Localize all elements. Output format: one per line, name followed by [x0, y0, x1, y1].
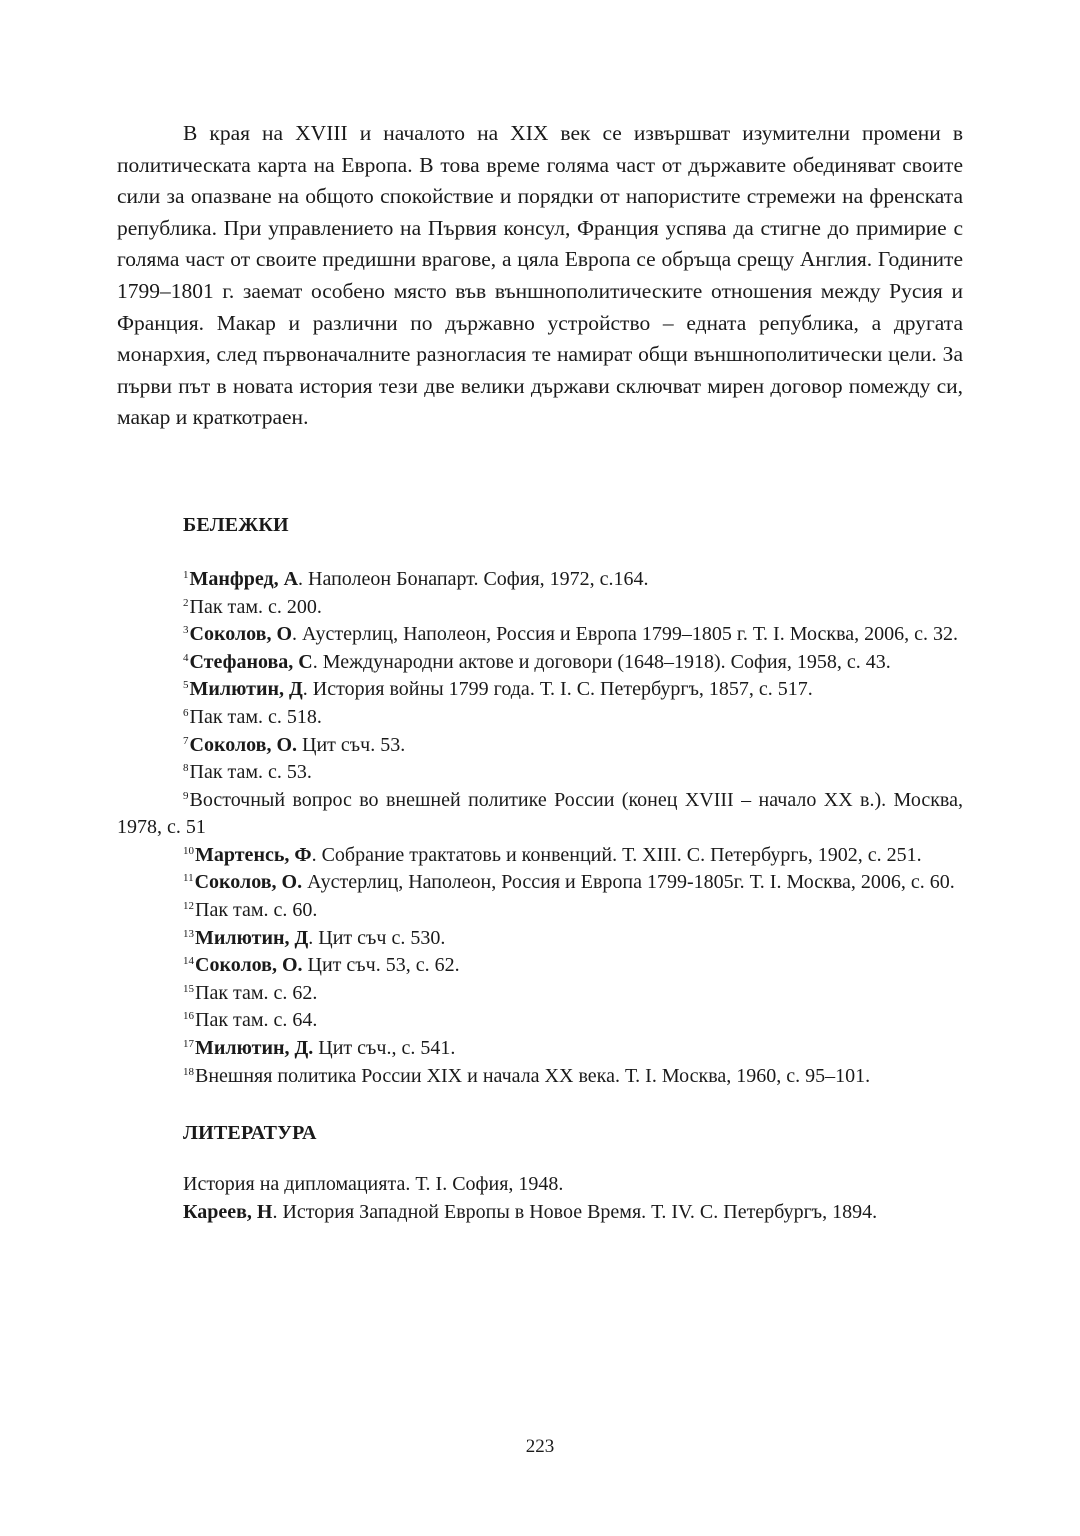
- note-number: 16: [183, 1010, 194, 1023]
- note-text: . Цит съч с. 530.: [308, 926, 446, 949]
- note-number: 2: [183, 596, 189, 609]
- note-item: [117, 897, 963, 925]
- note-item: [117, 594, 963, 622]
- page-number: 223: [525, 1436, 555, 1457]
- note-text: Цит съч., с. 541.: [313, 1037, 456, 1060]
- note-text: Восточный вопрос во внешней политике России (конец XVIII – начало XX в.). Москва, 1978, с. 51: [117, 788, 963, 839]
- note-item: [117, 676, 963, 704]
- note-author: Милютин, Д: [189, 678, 303, 701]
- note-text: Цит съч. 53.: [297, 733, 406, 756]
- note-text: . Собрание трактатовь и конвенций. Т. XIII. С. Петербургь, 1902, с. 251.: [311, 843, 922, 866]
- note-item: [117, 759, 963, 787]
- note-item: [117, 732, 963, 760]
- note-item: [117, 1035, 963, 1063]
- notes-heading: БЕЛЕЖКИ: [183, 513, 289, 536]
- literature-list: [117, 1170, 963, 1226]
- note-number: 14: [183, 955, 194, 968]
- note-item: [117, 787, 963, 842]
- literature-text: . История Западной Европы в Новое Время. Т. IV. С. Петербургъ, 1894.: [272, 1201, 878, 1224]
- note-number: 12: [183, 900, 194, 913]
- note-item: [117, 869, 963, 897]
- note-author: Стефанова, С: [189, 650, 313, 673]
- note-item: [117, 980, 963, 1008]
- note-item: [117, 649, 963, 677]
- note-number: 9: [183, 789, 189, 802]
- body-paragraph: В края на XVIII и началото на XIX век се извършват изумителни промени в политическата карта на Европа. В това време голяма част от държавите обединяват своите сили за опазване на общото спокойствие и порядки от напористите стремежи на френската република. При управлението на Първия консул, Франция успява да стигне до примирие с голяма част от своите предишни врагове, а цяла Европа се обръща срещу Англия. Годините 1799–1801 г. заемат особено място във външнополитическите отношения между Русия и Франция. Макар и различни по държавно устройство – едната република, а другата монархия, след първоначалните разногласия те намират общи външнополитически цели. За първи път в новата история тези две велики държави сключват мирен договор помежду си, макар и краткотраен.: [117, 121, 963, 430]
- note-number: 18: [183, 1065, 194, 1078]
- note-number: 10: [183, 844, 194, 857]
- note-author: Милютин, Д: [195, 926, 309, 949]
- note-text: Цит съч. 53, с. 62.: [302, 954, 460, 977]
- note-item: [117, 952, 963, 980]
- note-number: 7: [183, 734, 189, 747]
- note-author: Соколов, О.: [195, 954, 303, 977]
- note-number: 11: [183, 872, 194, 885]
- note-item: [117, 842, 963, 870]
- note-text: Аустерлиц, Наполеон, Россия и Европа 1799-1805г. Т. I. Москва, 2006, с. 60.: [302, 871, 955, 894]
- note-author: Соколов, О.: [194, 871, 303, 894]
- note-text: . Аустерлиц, Наполеон, Россия и Европа 1799–1805 г. Т. I. Москва, 2006, с. 32.: [292, 623, 959, 646]
- note-author: Мартенсь, Ф: [195, 843, 312, 866]
- note-number: 13: [183, 927, 194, 940]
- note-text: Пак там. с. 60.: [195, 899, 318, 922]
- note-number: 6: [183, 706, 189, 719]
- note-author: Соколов, О: [189, 623, 293, 646]
- note-text: . Наполеон Бонапарт. София, 1972, с.164.: [298, 567, 649, 590]
- note-number: 3: [183, 624, 189, 637]
- note-number: 5: [183, 679, 189, 692]
- note-author: Соколов, О.: [189, 733, 298, 756]
- note-item: [117, 1063, 963, 1091]
- note-item: [117, 704, 963, 732]
- note-item: [117, 621, 963, 649]
- literature-text: История на дипломацията. Т. I. София, 1948.: [183, 1173, 564, 1196]
- literature-item: [117, 1170, 963, 1198]
- note-author: Милютин, Д.: [195, 1037, 314, 1060]
- note-item: [117, 1007, 963, 1035]
- literature-item: [117, 1198, 963, 1226]
- note-item: [117, 925, 963, 953]
- note-text: Внешняя политика России XIX и начала XX века. Т. I. Москва, 1960, с. 95–101.: [195, 1064, 871, 1087]
- note-text: Пак там. с. 53.: [189, 761, 312, 784]
- note-number: 15: [183, 982, 194, 995]
- page-content: [117, 118, 963, 1226]
- notes-list: [117, 566, 963, 1090]
- note-number: 8: [183, 762, 189, 775]
- note-number: 1: [183, 568, 189, 581]
- note-number: 4: [183, 651, 189, 664]
- note-number: 17: [183, 1038, 194, 1051]
- note-item: [117, 566, 963, 594]
- note-text: Пак там. с. 64.: [195, 1009, 318, 1032]
- note-text: Пак там. с. 62.: [195, 981, 318, 1004]
- literature-heading: ЛИТЕРАТУРА: [183, 1122, 317, 1145]
- literature-author: Кареев, Н: [183, 1201, 273, 1224]
- note-author: Манфред, А: [189, 567, 299, 590]
- note-text: Пак там. с. 200.: [189, 595, 322, 618]
- note-text: . История войны 1799 года. Т. I. С. Петербургъ, 1857, с. 517.: [302, 678, 813, 701]
- note-text: . Международни актове и договори (1648–1918). София, 1958, с. 43.: [312, 650, 891, 673]
- note-text: Пак там. с. 518.: [189, 705, 322, 728]
